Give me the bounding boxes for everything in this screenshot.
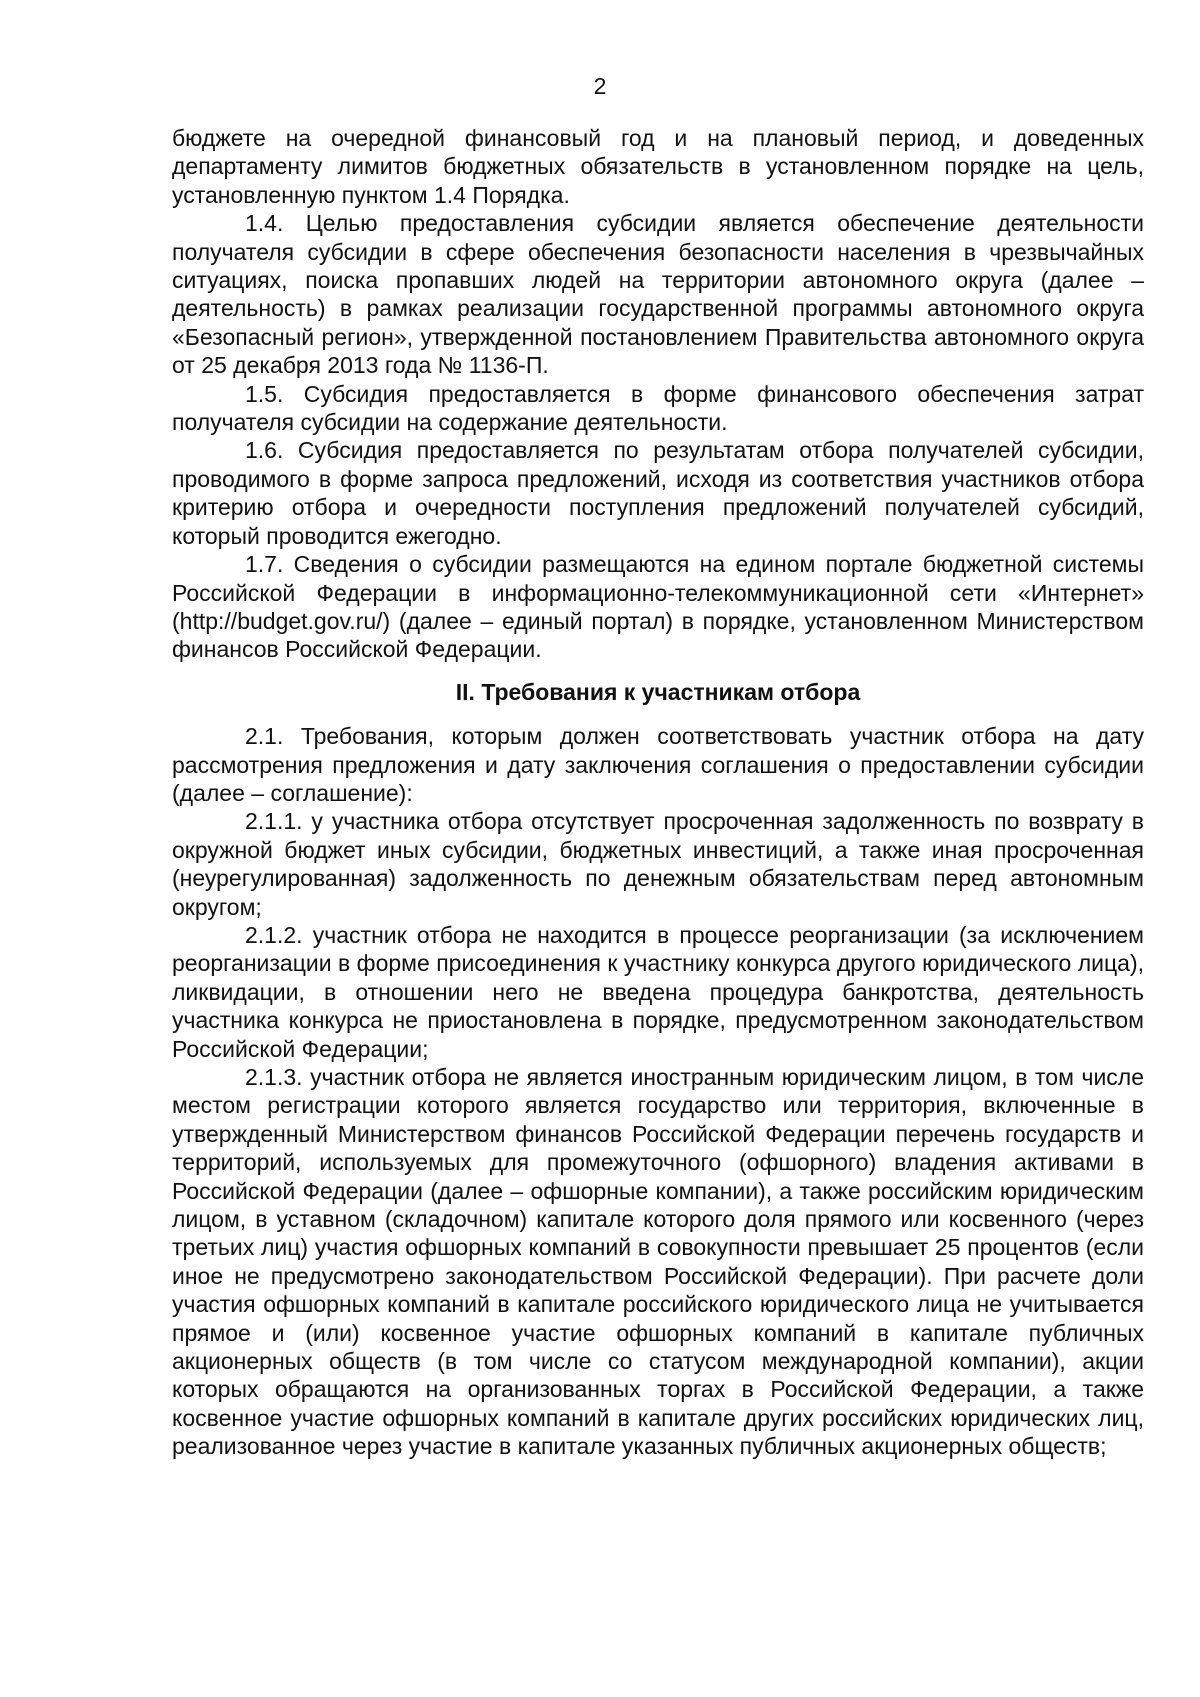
paragraph-1-5: 1.5. Субсидия предоставляется в форме финансового обеспечения затрат получателя субсидии на содержание деятельности. bbox=[172, 380, 1144, 436]
paragraph-1-7: 1.7. Сведения о субсидии размещаются на едином портале бюджетной системы Российской Федерации в информационно-телекоммуникационной сети «Интернет» (http://budget.gov.ru/) (далее – единый портал) в порядке, установленном Министерством финансов Российской Федерации. bbox=[172, 551, 1144, 663]
paragraph-2-1-2: 2.1.2. участник отбора не находится в процессе реорганизации (за исключением реорганизации в форме присоединения к участнику конкурса другого юридического лица), ликвидации, в отношении него не введена процедура банкротства, деятельность участника конкурса не приостановлена в порядке, предусмотренном законодательством Российской Федерации; bbox=[172, 921, 1144, 1062]
paragraph-budget-continuation: бюджете на очередной финансовый год и на плановый период, и доведенных департаменту лимитов бюджетных обязательств в установленном порядке на цель, установленную пунктом 1.4 Порядка. bbox=[172, 125, 1144, 208]
paragraph-2-1-3: 2.1.3. участник отбора не является иностранным юридическим лицом, в том числе местом регистрации которого является государство или территория, включенные в утвержденный Министерством финансов Российской Федерации перечень государств и территорий, используемых для промежуточного (офшорного) владения активами в Российской Федерации (далее – офшорные компании), а также российским юридическим лицом, в уставном (складочном) капитале которого доля прямого или косвенного (через третьих лиц) участия офшорных компаний в совокупности превышает 25 процентов (если иное не предусмотрено законодательством Российской Федерации). При расчете доли участия офшорных компаний в капитале российского юридического лица не учитывается прямое и (или) косвенное участие офшорных компаний в капитале публичных акционерных обществ (в том числе со статусом международной компании), акции которых обращаются на организованных торгах в Российской Федерации, а также косвенное участие офшорных компаний в капитале других российских юридических лиц, реализованное через участие в капитале указанных публичных акционерных обществ; bbox=[172, 1064, 1144, 1460]
paragraph-1-6: 1.6. Субсидия предоставляется по результатам отбора получателей субсидии, проводимого в форме запроса предложений, исходя из соответствия участников отбора критерию отбора и очередности поступления предложений получателей субсидий, который проводится ежегодно. bbox=[172, 437, 1144, 549]
document-body bbox=[172, 124, 1144, 1461]
paragraph-1-4: 1.4. Целью предоставления субсидии является обеспечение деятельности получателя субсидии в сфере обеспечения безопасности населения в чрезвычайных ситуациях, поиска пропавших людей на территории автономного округа (далее – деятельность) в рамках реализации государственной программы автономного округа «Безопасный регион», утвержденной постановлением Правительства автономного округа от 25 декабря 2013 года № 1136-П. bbox=[172, 210, 1144, 379]
page-number: 2 bbox=[593, 73, 607, 99]
paragraph-2-1-1: 2.1.1. у участника отбора отсутствует просроченная задолженность по возврату в окружной бюджет иных субсидии, бюджетных инвестиций, а также иная просроченная (неурегулированная) задолженность по денежным обязательствам перед автономным округом; bbox=[172, 808, 1144, 920]
section-heading: II. Требования к участникам отбора bbox=[455, 678, 861, 705]
paragraph-2-1: 2.1. Требования, которым должен соответствовать участник отбора на дату рассмотрения предложения и дату заключения соглашения о предоставлении субсидии (далее – соглашение): bbox=[172, 723, 1144, 806]
